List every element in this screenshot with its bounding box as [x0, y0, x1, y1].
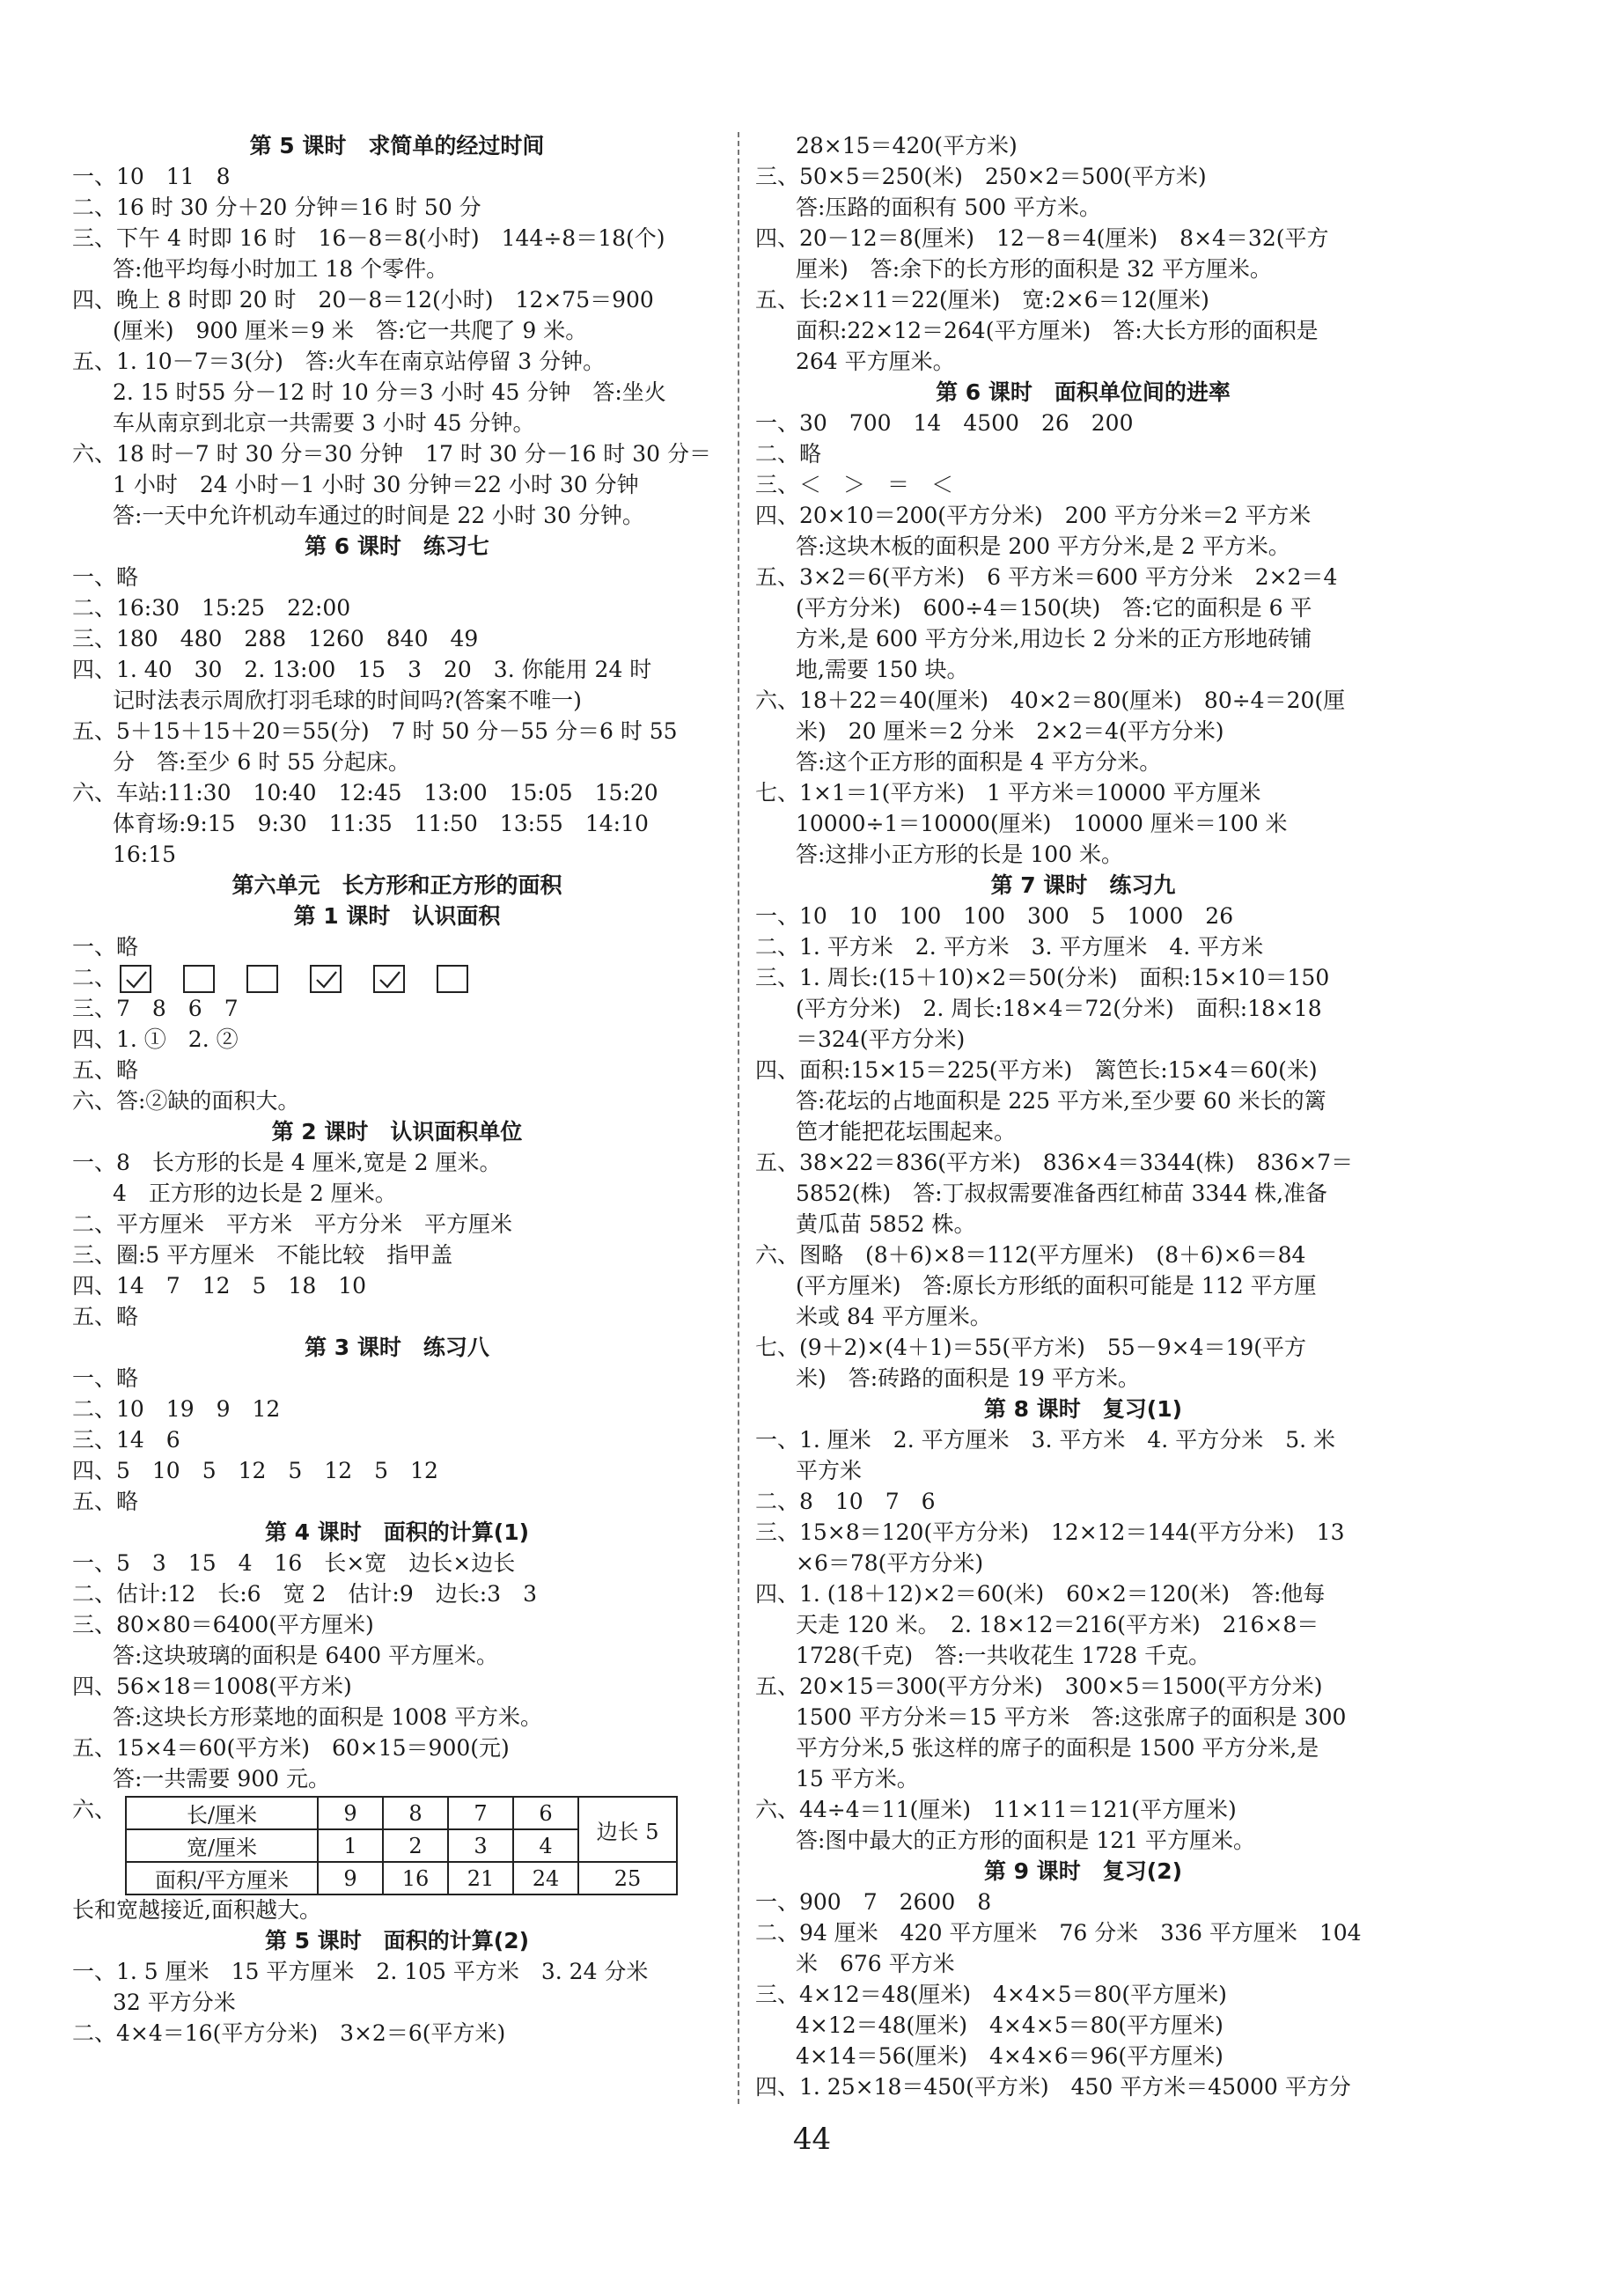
answer-line: 四、面积:15×15＝225(平方米) 篱笆长:15×4＝60(米)	[755, 1057, 1318, 1083]
answer-line: 三、下午 4 时即 16 时 16－8＝8(小时) 144÷8＝18(个)	[72, 225, 665, 251]
answer-line: 三、14 6	[72, 1427, 180, 1453]
answer-line: 答:花坛的占地面积是 225 平方米,至少要 60 米长的篱	[796, 1088, 1326, 1114]
table-cell: 9	[318, 1862, 383, 1894]
empty-box-icon	[437, 965, 468, 993]
answer-line: 一、10 10 100 100 300 5 1000 26	[755, 903, 1234, 929]
answer-line: 一、5 3 15 4 16 长×宽 边长×边长	[72, 1550, 516, 1576]
left-column	[72, 130, 722, 2049]
answer-line: 二、8 10 7 6	[755, 1489, 936, 1514]
answer-line: 五、略	[72, 1304, 139, 1329]
answer-line: 五、3×2＝6(平方米) 6 平方米＝600 平方分米 2×2＝4	[755, 564, 1338, 590]
answer-line: 五、长:2×11＝22(厘米) 宽:2×6＝12(厘米)	[755, 287, 1209, 313]
table-row	[126, 1862, 677, 1894]
answer-line: 一、略	[72, 564, 139, 590]
answer-line: 六、18 时－7 时 30 分＝30 分钟 17 时 30 分－16 时 30 分＝	[72, 441, 712, 467]
answer-line: (厘米) 900 厘米＝9 米 答:它一共爬了 9 米。	[113, 318, 588, 343]
right-column	[755, 130, 1411, 2102]
answer-line: 三、80×80＝6400(平方厘米)	[72, 1612, 374, 1637]
table-cell: 7	[448, 1797, 513, 1829]
answer-line: 一、略	[72, 934, 139, 960]
answer-line: 答:一共需要 900 元。	[113, 1766, 331, 1791]
answer-line: 六、44÷4＝11(厘米) 11×11＝121(平方厘米)	[755, 1797, 1237, 1822]
answer-line: 二、10 19 9 12	[72, 1396, 281, 1422]
answer-line: 32 平方分米	[113, 1990, 236, 2015]
answer-line: 10000÷1＝10000(厘米) 10000 厘米＝100 米	[796, 811, 1288, 836]
answer-line: 一、1. 厘米 2. 平方厘米 3. 平方米 4. 平方分米 5. 米	[755, 1427, 1335, 1453]
answer-line: 答:压路的面积有 500 平方米。	[796, 195, 1102, 220]
answer-line: 七、(9＋2)×(4＋1)＝55(平方米) 55－9×4＝19(平方	[755, 1335, 1307, 1360]
answer-line: 四、1. 25×18＝450(平方米) 450 平方米＝45000 平方分	[755, 2074, 1351, 2100]
answer-line: 答:这块玻璃的面积是 6400 平方厘米。	[113, 1643, 498, 1668]
answer-line: 16:15	[113, 842, 177, 867]
answer-line: 答:这块长方形菜地的面积是 1008 平方米。	[113, 1704, 542, 1730]
checked-box-icon	[120, 965, 151, 993]
section-title: 第 2 课时 认识面积单位	[271, 1119, 523, 1144]
answer-line: 二、估计:12 长:6 宽 2 估计:9 边长:3 3	[72, 1581, 537, 1607]
answer-line: 二、4×4＝16(平方分米) 3×2＝6(平方米)	[72, 2020, 506, 2046]
table-row-header: 长/厘米	[126, 1797, 318, 1829]
answer-line: 5852(株) 答:丁叔叔需要准备西红柿苗 3344 株,准备	[796, 1181, 1328, 1206]
answer-line: 答:图中最大的正方形的面积是 121 平方厘米。	[796, 1828, 1256, 1853]
answer-line: 28×15＝420(平方米)	[796, 133, 1018, 158]
answer-line: 三、圈:5 平方厘米 不能比较 指甲盖	[72, 1242, 453, 1268]
table-cell: 25	[578, 1862, 677, 1894]
answer-line: 米) 答:砖路的面积是 19 平方米。	[796, 1365, 1140, 1391]
answer-line: 答:这个正方形的面积是 4 平方分米。	[796, 749, 1162, 775]
answer-label: 六、	[72, 1797, 117, 1822]
answer-line: 面积:22×12＝264(平方厘米) 答:大长方形的面积是	[796, 318, 1319, 343]
section-title: 第 6 课时 练习七	[305, 533, 489, 559]
answer-line: 4×12＝48(厘米) 4×4×5＝80(平方厘米)	[796, 2012, 1224, 2038]
checkbox-group	[116, 962, 468, 994]
answer-line: 七、1×1＝1(平方米) 1 平方米＝10000 平方厘米	[755, 780, 1261, 806]
answer-line: 四、20×10＝200(平方分米) 200 平方分米＝2 平方米	[755, 503, 1312, 528]
answer-line: 二、略	[755, 441, 822, 467]
answer-line: 记时法表示周欣打羽毛球的时间吗?(答案不唯一)	[113, 688, 582, 713]
answer-line: 五、略	[72, 1489, 139, 1514]
answer-line: 三、50×5＝250(米) 250×2＝500(平方米)	[755, 164, 1207, 189]
answer-line: 车从南京到北京一共需要 3 小时 45 分钟。	[113, 410, 535, 436]
answer-line: 1728(千克) 答:一共收花生 1728 千克。	[796, 1643, 1211, 1668]
section-title: 第 1 课时 认识面积	[293, 903, 501, 929]
answer-line: 三、7 8 6 7	[72, 996, 239, 1021]
answer-line: 4×14＝56(厘米) 4×4×6＝96(平方厘米)	[796, 2043, 1224, 2069]
answer-line: 三、1. 周长:(15＋10)×2＝50(分米) 面积:15×10＝150	[755, 965, 1330, 990]
answer-line: 答:一天中允许机动车通过的时间是 22 小时 30 分钟。	[113, 503, 644, 528]
unit-title: 第六单元 长方形和正方形的面积	[231, 872, 562, 898]
answer-line: 四、14 7 12 5 18 10	[72, 1273, 367, 1298]
answer-line: 米 676 平方米	[796, 1951, 955, 1976]
answer-line: 长和宽越接近,面积越大。	[72, 1897, 321, 1923]
table-row-header: 面积/平方厘米	[126, 1862, 318, 1894]
table-cell: 4	[513, 1829, 578, 1862]
checked-box-icon	[310, 965, 342, 993]
answer-line: 一、900 7 2600 8	[755, 1889, 992, 1915]
answer-line: 米) 20 厘米＝2 分米 2×2＝4(平方分米)	[796, 718, 1224, 744]
answer-label: 二、	[72, 965, 117, 990]
table-row-header: 宽/厘米	[126, 1829, 318, 1862]
section-title: 第 8 课时 复习(1)	[983, 1396, 1183, 1422]
answer-line: 四、晚上 8 时即 20 时 20－8＝12(小时) 12×75＝900	[72, 287, 654, 313]
answer-line: (平方分米) 600÷4＝150(块) 答:它的面积是 6 平	[796, 595, 1312, 621]
answer-line: 六、答:②缺的面积大。	[72, 1088, 300, 1114]
answer-line: 平方米	[796, 1458, 863, 1483]
answer-line: 四、1. 40 30 2. 13:00 15 3 20 3. 你能用 24 时	[72, 657, 652, 682]
answer-line: ＝324(平方分米)	[796, 1026, 966, 1052]
answer-line: 五、15×4＝60(平方米) 60×15＝900(元)	[72, 1735, 510, 1761]
answer-line: 四、5 10 5 12 5 12 5 12	[72, 1458, 438, 1483]
answer-line: 一、30 700 14 4500 26 200	[755, 410, 1134, 436]
answer-line: ×6＝78(平方分米)	[796, 1550, 984, 1576]
answer-line: 答:这块木板的面积是 200 平方分米,是 2 平方米。	[796, 533, 1290, 559]
answer-line: 体育场:9:15 9:30 11:35 11:50 13:55 14:10	[113, 811, 649, 836]
answer-line: 三、＜ ＞ ＝ ＜	[755, 472, 954, 497]
answer-line: 分 答:至少 6 时 55 分起床。	[113, 749, 410, 775]
answer-line: 一、略	[72, 1365, 139, 1391]
table-cell: 6	[513, 1797, 578, 1829]
answer-line: 六、车站:11:30 10:40 12:45 13:00 15:05 15:20	[72, 780, 658, 806]
empty-box-icon	[246, 965, 278, 993]
answer-line: 笆才能把花坛围起来。	[796, 1119, 1017, 1144]
answer-line: 1500 平方分米＝15 平方米 答:这张席子的面积是 300	[796, 1704, 1347, 1730]
answer-line: (平方分米) 2. 周长:18×4＝72(分米) 面积:18×18	[796, 996, 1322, 1021]
answer-line: 四、20－12＝8(厘米) 12－8＝4(厘米) 8×4＝32(平方	[755, 225, 1329, 251]
answer-line: 五、1. 10－7＝3(分) 答:火车在南京站停留 3 分钟。	[72, 349, 606, 374]
answer-line: 五、38×22＝836(平方米) 836×4＝3344(株) 836×7＝	[755, 1150, 1354, 1175]
answer-line: 三、180 480 288 1260 840 49	[72, 626, 479, 651]
table-cell: 1	[318, 1829, 383, 1862]
answer-line: 厘米) 答:余下的长方形的面积是 32 平方厘米。	[796, 256, 1272, 282]
answer-line: 答:这排小正方形的长是 100 米。	[796, 842, 1124, 867]
answer-line: 方米,是 600 平方分米,用边长 2 分米的正方形地砖铺	[796, 626, 1312, 651]
answer-line: 四、1. (18＋12)×2＝60(米) 60×2＝120(米) 答:他每	[755, 1581, 1326, 1607]
area-table	[125, 1796, 678, 1895]
section-title: 第 4 课时 面积的计算(1)	[264, 1519, 530, 1545]
answer-line: 答:他平均每小时加工 18 个零件。	[113, 256, 449, 282]
area-table-block	[72, 1794, 722, 1894]
answer-line: 264 平方厘米。	[796, 349, 955, 374]
checkbox-row	[72, 962, 722, 993]
answer-line: 二、16 时 30 分＋20 分钟＝16 时 50 分	[72, 195, 481, 220]
answer-line: 三、15×8＝120(平方分米) 12×12＝144(平方分米) 13	[755, 1519, 1345, 1545]
section-title: 第 5 课时 面积的计算(2)	[264, 1928, 530, 1953]
answer-line: 2. 15 时55 分－12 时 10 分＝3 小时 45 分钟 答:坐火	[113, 379, 666, 405]
section-title: 第 6 课时 面积单位间的进率	[936, 379, 1231, 405]
answer-line: 米或 84 平方厘米。	[796, 1304, 992, 1329]
answer-line: 六、18＋22＝40(厘米) 40×2＝80(厘米) 80÷4＝20(厘	[755, 688, 1346, 713]
answer-line: 二、平方厘米 平方米 平方分米 平方厘米	[72, 1211, 513, 1237]
section-title: 第 9 课时 复习(2)	[983, 1858, 1183, 1884]
answer-line: 1 小时 24 小时－1 小时 30 分钟＝22 小时 30 分钟	[113, 472, 639, 497]
empty-box-icon	[183, 965, 215, 993]
answer-line: 一、8 长方形的长是 4 厘米,宽是 2 厘米。	[72, 1150, 502, 1175]
answer-line: 一、10 11 8	[72, 164, 231, 189]
answer-line: 二、1. 平方米 2. 平方米 3. 平方厘米 4. 平方米	[755, 934, 1264, 960]
answer-line: 五、略	[72, 1057, 139, 1083]
answer-line: 六、图略 (8＋6)×8＝112(平方厘米) (8＋6)×6＝84	[755, 1242, 1306, 1268]
section-title: 第 7 课时 练习九	[990, 872, 1176, 898]
answer-line: 4 正方形的边长是 2 厘米。	[113, 1181, 397, 1206]
table-cell: 9	[318, 1797, 383, 1829]
answer-line: 四、1. ① 2. ②	[72, 1026, 239, 1052]
table-row	[126, 1797, 677, 1829]
answer-line: 一、1. 5 厘米 15 平方厘米 2. 105 平方米 3. 24 分米	[72, 1959, 649, 1984]
answer-line: 五、20×15＝300(平方分米) 300×5＝1500(平方分米)	[755, 1674, 1323, 1699]
table-cell: 24	[513, 1862, 578, 1894]
answer-line: (平方厘米) 答:原长方形纸的面积可能是 112 平方厘	[796, 1273, 1317, 1298]
table-cell: 边长 5	[578, 1797, 677, 1862]
answer-line: 地,需要 150 块。	[796, 657, 969, 682]
answer-line: 黄瓜苗 5852 株。	[796, 1211, 976, 1237]
table-cell: 3	[448, 1829, 513, 1862]
page-number: 44	[792, 2122, 832, 2157]
answer-line: 15 平方米。	[796, 1766, 919, 1791]
answer-line: 二、94 厘米 420 平方厘米 76 分米 336 平方厘米 104	[755, 1920, 1362, 1946]
table-cell: 16	[383, 1862, 448, 1894]
answer-line: 四、56×18＝1008(平方米)	[72, 1674, 352, 1699]
answer-line: 二、16:30 15:25 22:00	[72, 595, 351, 621]
table-cell: 21	[448, 1862, 513, 1894]
checked-box-icon	[373, 965, 405, 993]
answer-line: 三、4×12＝48(厘米) 4×4×5＝80(平方厘米)	[755, 1982, 1227, 2007]
answer-line: 天走 120 米。 2. 18×12＝216(平方米) 216×8＝	[796, 1612, 1319, 1637]
table-cell: 8	[383, 1797, 448, 1829]
answer-line: 平方分米,5 张这样的席子的面积是 1500 平方分米,是	[796, 1735, 1319, 1761]
table-cell: 2	[383, 1829, 448, 1862]
answer-line: 五、5＋15＋15＋20＝55(分) 7 时 50 分－55 分＝6 时 55	[72, 718, 678, 744]
column-divider	[738, 132, 739, 2104]
section-title: 第 3 课时 练习八	[305, 1335, 489, 1360]
section-title: 第 5 课时 求简单的经过时间	[249, 133, 545, 158]
